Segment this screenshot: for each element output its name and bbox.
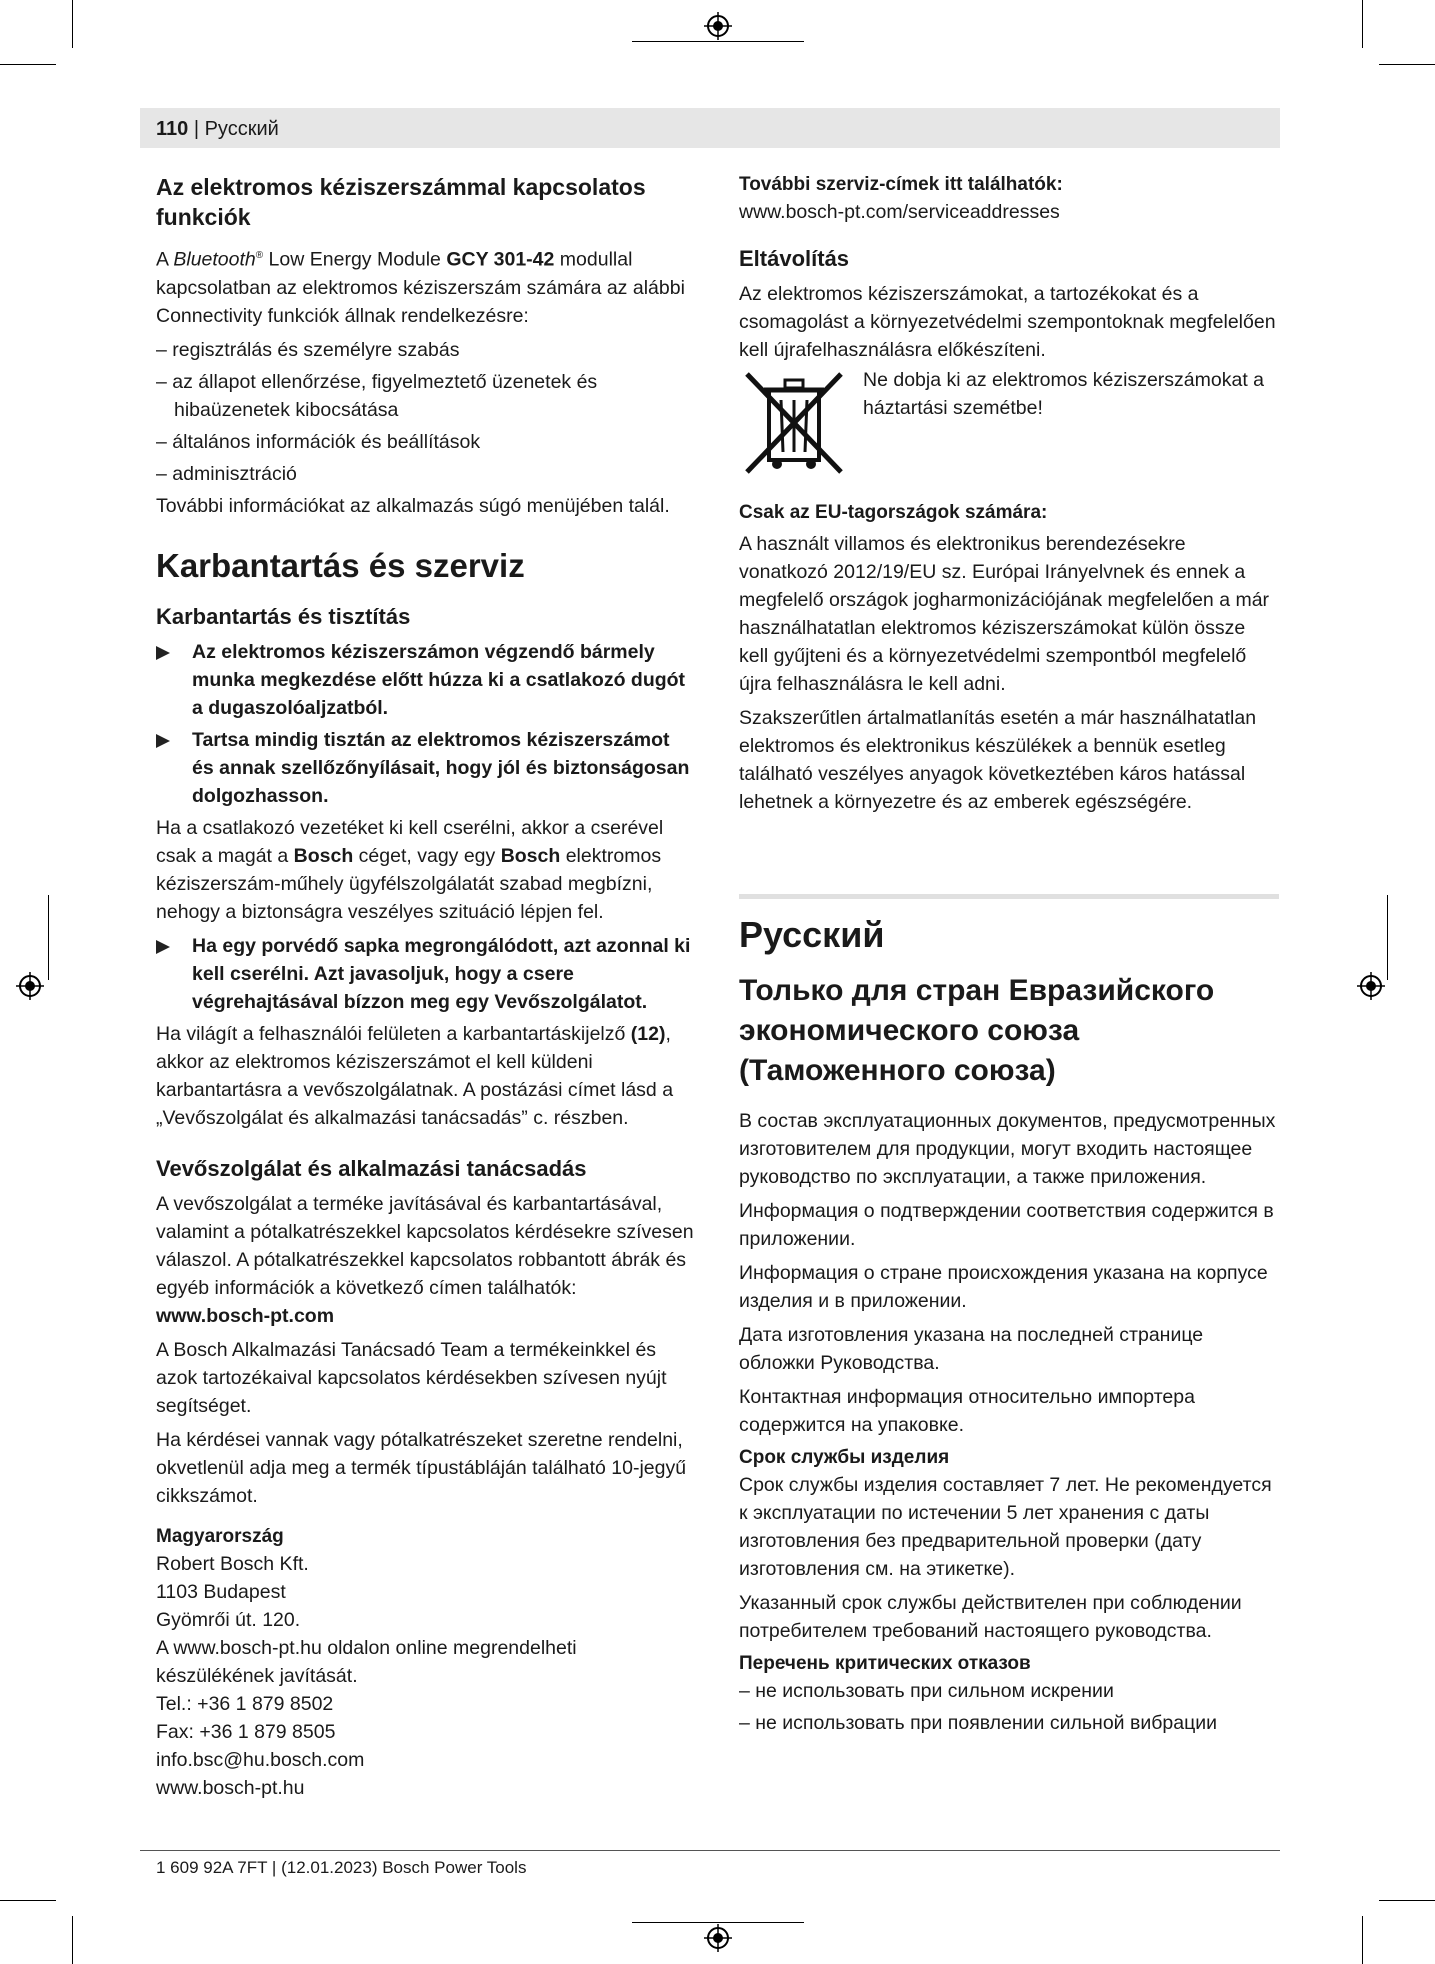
failures-heading: Перечень критических отказов — [739, 1653, 1031, 1674]
crop-mark — [72, 0, 73, 48]
service-url-link[interactable]: www.bosch-pt.com — [156, 1304, 335, 1327]
cleaning-subheading: Karbantartás és tisztítás — [156, 603, 411, 629]
list-item: – не использовать при сильном искрении — [739, 1680, 1114, 1702]
disposal-heading: Eltávolítás — [739, 246, 850, 271]
disposal-notice — [739, 366, 1279, 482]
eu-paragraph: A használt villamos és elektronikus berendezésekre vonatkozó 2012/19/EU sz. Európai Irányelvnek és ennek a megfelelő országok jogharmonizációjának megfelelően a már használhatatlan elektromos kéziszerszámokat külön össze kell gyűjteni és a környezetvédelmi szempontból megfelelő újra felhasználásra le kell adni. — [739, 533, 1270, 695]
crop-mark — [0, 64, 56, 65]
list-item: – не использовать при появлении сильной вибрации — [739, 1712, 1218, 1734]
service-heading: Vevőszolgálat és alkalmazási tanácsadás — [156, 1155, 587, 1181]
cable-paragraph: Ha a csatlakozó vezetéket ki kell cserélni, akkor a cserével csak a magát a Bosch céget, vagy egy Bosch elektromos kéziszerszám-műhely ügyfélszolgálatát szabad megbízni, nehogy a biztonságra veszélyes szituáció lépjen fel. — [156, 816, 664, 923]
country-heading: Magyarország — [156, 1525, 284, 1547]
crop-mark — [1387, 895, 1388, 980]
list-item: – az állapot ellenőrzése, figyelmeztető üzenetek és hibaüzenetek kibocsátása — [156, 370, 598, 421]
address-block — [156, 1550, 696, 1802]
russian-paragraph: Указанный срок службы действителен при соблюдении потребителем требований настоящего руководства. — [739, 1592, 1242, 1642]
russian-paragraph: В состав эксплуатационных документов, предусмотренных изготовителем для продукции, могут входить настоящее руководство по эксплуатации, а также приложения. — [739, 1110, 1276, 1188]
crop-mark — [1379, 1900, 1435, 1901]
indicator-paragraph: Ha világít a felhasználói felületen a karbantartáskijelző (12), akkor az elektromos kéziszerszámot el kell küldeni karbantartásra a vevőszolgálatnak. A postázási címet lásd a „Vevőszolgálat és alkalmazási tanácsadás” c. részben. — [156, 1022, 674, 1129]
address-line: Fax: +36 1 879 8505 — [156, 1720, 336, 1743]
eu-paragraph: Szakszerűtlen ártalmatlanítás esetén a már használhatatlan elektromos és elektronikus készülékek a bennük esetleg található veszélyes anyagok következtében káros hatással lehetnek a környezetre és az emberek egészségére. — [739, 707, 1257, 813]
more-service-url-link[interactable]: www.bosch-pt.com/serviceaddresses — [739, 201, 1060, 223]
warning-item: Ha egy porvédő sapka megrongálódott, azt azonnal ki kell cserélni. Azt javasoljuk, hogy a csere végrehajtásával bízzon meg egy Vevőszolgálatot. — [156, 932, 696, 1016]
service-paragraph: A vevőszolgálat a terméke javításával és karbantartásával, valamint a pótalkatrészekkel kapcsolatos kérdésekre szívesen válaszol. A pótalkatrészekkel kapcsolatos robbantott ábrák és egyéb információk a következő címen találhatók: — [156, 1192, 694, 1299]
address-line: 1103 Budapest — [156, 1580, 286, 1603]
russian-paragraph: Информация о стране происхождения указана на корпусе изделия и в приложении. — [739, 1262, 1268, 1312]
crop-mark — [1379, 64, 1435, 65]
connectivity-intro: A Bluetooth® Low Energy Module GCY 301-42 modullal kapcsolatban az elektromos kéziszerszám számára az alábbi Connectivity funkciók állnak rendelkezésre: — [156, 248, 685, 327]
eu-heading: Csak az EU-tagországok számára: — [739, 502, 1048, 523]
russian-paragraph: Дата изготовления указана на последней странице обложки Руководства. — [739, 1324, 1204, 1374]
registration-mark-icon — [704, 12, 732, 40]
crop-mark — [632, 1922, 804, 1923]
service-paragraph: Ha kérdései vannak vagy pótalkatrészeket szeretne rendelni, okvetlenül adja meg a termék típustábláján található 10-jegyű cikkszámot. — [156, 1428, 687, 1507]
warning-triangle-icon — [156, 646, 170, 660]
crop-mark — [0, 1900, 56, 1901]
warning-item: Az elektromos kéziszerszámon végzendő bármely munka megkezdése előtt húzza ki a csatlakozó dugót a dugaszolóaljzatból. — [156, 638, 696, 722]
connectivity-outro: További információkat az alkalmazás súgó menüjében talál. — [156, 494, 670, 517]
registration-mark-icon — [16, 972, 44, 1000]
russian-paragraph: Контактная информация относительно импортера содержится на упаковке. — [739, 1386, 1195, 1436]
address-line: A www.bosch-pt.hu oldalon online megrendelheti készülékének javítását. — [156, 1636, 577, 1687]
right-column — [739, 172, 1279, 1741]
address-line: Gyömrői út. 120. — [156, 1608, 301, 1631]
header-language: Русский — [204, 118, 279, 140]
warning-item: Tartsa mindig tisztán az elektromos kéziszerszámot és annak szellőzőnyílásait, hogy jól és biztonságosan dolgozhasson. — [156, 726, 696, 810]
more-service-heading: További szerviz-címek itt találhatók: — [739, 174, 1063, 195]
russian-subheading: Только для стран Евразийского экономического союза (Таможенного союза) — [739, 974, 1215, 1087]
service-paragraph: A Bosch Alkalmazási Tanácsadó Team a termékeinkkel és azok tartozékaival kapcsolatos kérdésekben szívesen nyújt segítséget. — [156, 1338, 667, 1417]
russian-heading: Русский — [739, 914, 885, 955]
russian-paragraph: Информация о подтверждении соответствия содержится в приложении. — [739, 1200, 1274, 1250]
list-item: – általános információk és beállítások — [156, 430, 481, 453]
footer-text: 1 609 92A 7FT | (12.01.2023) Bosch Power Tools — [156, 1858, 527, 1877]
left-column — [156, 172, 696, 1802]
page-number: 110 — [156, 118, 189, 140]
connectivity-heading: Az elektromos kéziszerszámmal kapcsolatos funkciók — [156, 174, 646, 230]
russian-paragraph: Срок службы изделия составляет 7 лет. Не рекомендуется к эксплуатации по истечении 5 лет хранения с даты изготовления без предварительной проверки (дату изготовления см. на этикетке). — [739, 1474, 1272, 1580]
registration-mark-icon — [704, 1924, 732, 1952]
list-item: – regisztrálás és személyre szabás — [156, 338, 460, 361]
section-divider — [739, 894, 1279, 899]
crop-mark — [1362, 0, 1363, 48]
address-line: Robert Bosch Kft. — [156, 1552, 309, 1575]
header-band — [140, 108, 1280, 148]
crossed-bin-icon — [739, 368, 849, 478]
crop-mark — [72, 1916, 73, 1964]
disposal-warning: Ne dobja ki az elektromos kéziszerszámokat a háztartási szemétbe! — [863, 369, 1264, 419]
page-header: 110 | Русский — [156, 118, 279, 140]
warning-triangle-icon — [156, 734, 170, 748]
maintenance-heading: Karbantartás és szerviz — [156, 546, 525, 584]
warning-triangle-icon — [156, 940, 170, 954]
crop-mark — [48, 895, 49, 980]
crop-mark — [1362, 1916, 1363, 1964]
footer-rule — [140, 1850, 1280, 1851]
list-item: – adminisztráció — [156, 462, 297, 485]
crop-mark — [632, 41, 804, 42]
address-line[interactable]: www.bosch-pt.hu — [156, 1776, 305, 1799]
service-life-heading: Срок службы изделия — [739, 1447, 950, 1468]
address-line: Tel.: +36 1 879 8502 — [156, 1692, 334, 1715]
address-line[interactable]: info.bsc@hu.bosch.com — [156, 1748, 365, 1771]
disposal-paragraph: Az elektromos kéziszerszámokat, a tartozékokat és a csomagolást a környezetvédelmi szempontoknak megfelelően kell újrafelhasználásra előkészíteni. — [739, 283, 1276, 361]
registration-mark-icon — [1357, 972, 1385, 1000]
